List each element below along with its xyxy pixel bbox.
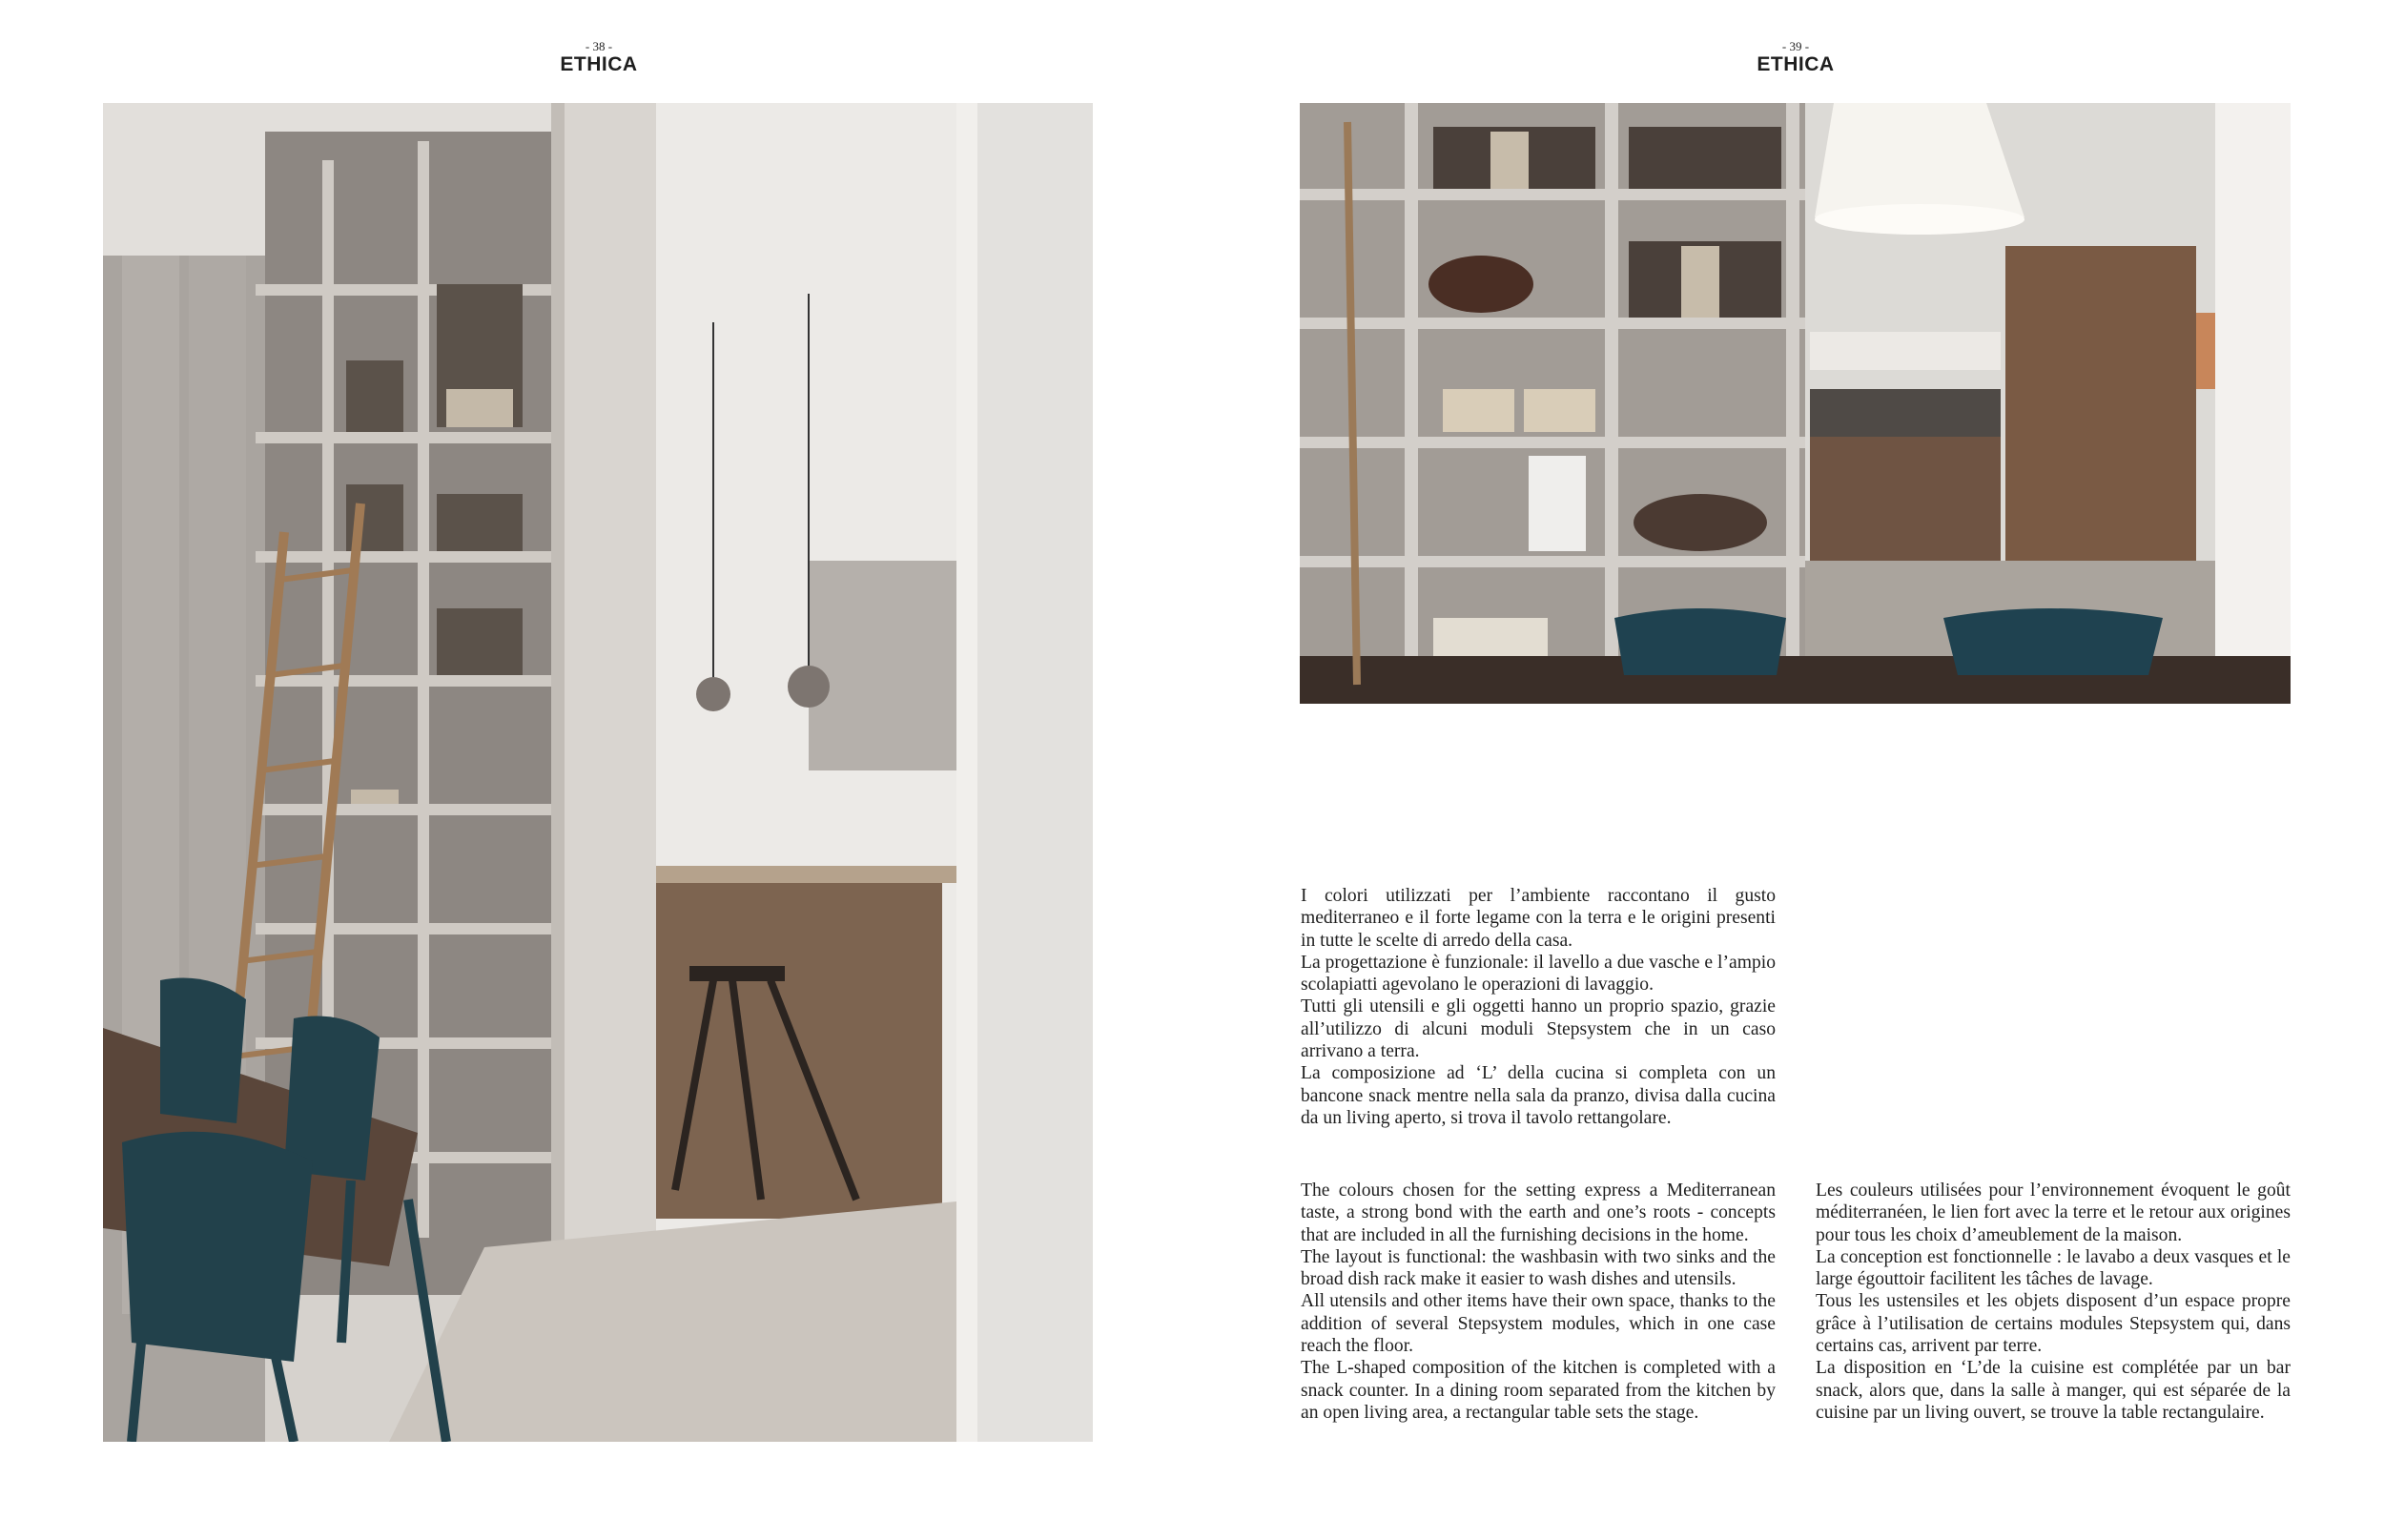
paragraph: La progettazione è funzionale: il lavello a due vasche e l’ampio scolapiatti agevolano le operazioni di lavaggio. — [1301, 952, 1776, 996]
kitchen-bookcase-ladder-photo — [103, 103, 1093, 1442]
page-header-left — [504, 40, 694, 76]
paragraph: La disposition en ‘L’de la cuisine est complétée par un bar snack, alors que, dans la salle à manger, qui est séparée de la cuisine par un living ouvert, se trouve la table rectangulaire. — [1816, 1358, 2291, 1423]
kitchen-open-shelving-photo — [1300, 103, 2291, 704]
paragraph: All utensils and other items have their own space, thanks to the addition of several Stepsystem modules, which in one case reach the floor. — [1301, 1291, 1776, 1357]
paragraph: Tutti gli utensili e gli oggetti hanno un proprio spazio, grazie all’utilizzo di alcuni moduli Stepsystem che in un caso arrivano a terra. — [1301, 996, 1776, 1062]
page-title: ETHICA — [1757, 53, 1835, 75]
page-title: ETHICA — [560, 53, 638, 75]
page-header-right — [1700, 40, 1891, 76]
paragraph: I colori utilizzati per l’ambiente raccontano il gusto mediterraneo e il forte legame con la terra e le origini presenti in tutte le scelte di arredo della casa. — [1301, 886, 1776, 951]
paragraph: The colours chosen for the setting express a Mediterranean taste, a strong bond with the earth and one’s roots - concepts that are included in all the furnishing decisions in the home. — [1301, 1181, 1776, 1245]
paragraph: The L-shaped composition of the kitchen is completed with a snack counter. In a dining room separated from the kitchen by an open living area, a rectangular table sets the stage. — [1301, 1358, 1776, 1423]
paragraph: La conception est fonctionnelle : le lavabo a deux vasques et le large égouttoir facilitent les tâches de lavage. — [1816, 1246, 2291, 1290]
french-description — [1816, 1180, 2291, 1424]
paragraph: La composizione ad ‘L’ della cucina si completa con un bancone snack mentre nella sala da pranzo, divisa dalla cucina da un living aperto, si trova il tavolo rettangolare. — [1301, 1063, 1776, 1128]
page-number: - 38 - — [585, 39, 613, 53]
paragraph: Les couleurs utilisées pour l’environnement évoquent le goût méditerranéen, le lien fort avec la terre et le retour aux origines pour tous les choix d’ameublement de la maison. — [1816, 1181, 2291, 1245]
page-number: - 39 - — [1781, 39, 1810, 53]
italian-description — [1301, 885, 1776, 1129]
paragraph: The layout is functional: the washbasin with two sinks and the broad dish rack make it easier to wash dishes and utensils. — [1301, 1246, 1776, 1290]
english-description — [1301, 1180, 1776, 1424]
paragraph: Tous les ustensiles et les objets disposent d’un espace propre grâce à l’utilisation de certains modules Stepsystem qui, dans certains cas, arrivent par terre. — [1816, 1291, 2291, 1357]
